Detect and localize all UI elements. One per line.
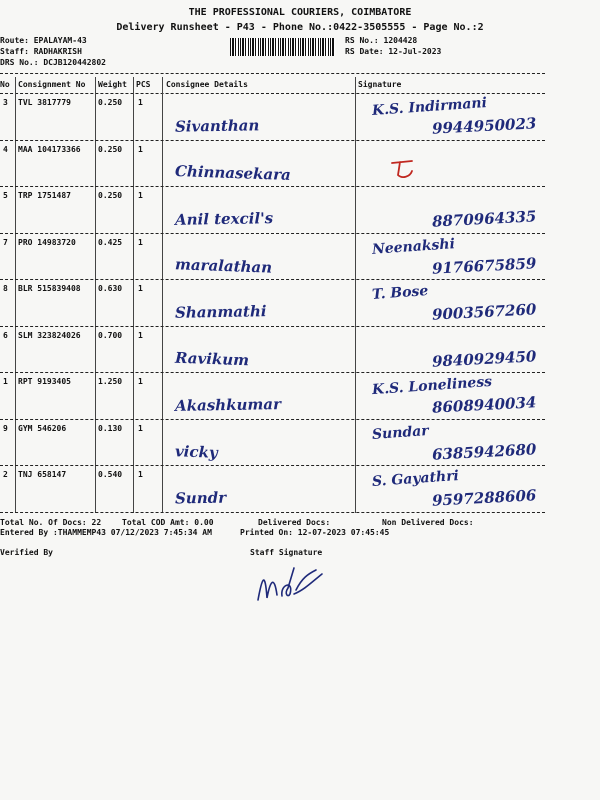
column-divider [355,77,356,513]
row-separator [0,465,545,466]
weight-value: 0.250 [98,144,123,154]
consignee-handwriting: Sundr [174,488,227,508]
verified-by: Verified By [0,548,53,557]
row-separator [0,326,545,327]
consignment-number: TRP 1751487 [18,191,71,200]
weight-value: 0.425 [98,237,123,247]
signature-phone: 6385942680 [431,439,537,464]
signature-handwriting: S. Gayathri [371,467,460,491]
consignee-handwriting: Sivanthan [174,116,260,136]
staff-label: Staff: RADHAKRISH [0,47,82,56]
signature-handwriting: K.S. Indirmani [371,95,488,119]
consignment-number: PRO 14983720 [18,237,76,247]
runsheet-title: Delivery Runsheet - P43 - Phone No.:0422-3505555 - Page No.:2 [116,22,484,33]
total-cod: Total COD Amt: 0.00 [122,518,214,527]
delivered-docs: Delivered Docs: [258,518,331,527]
row-number: 8 [3,284,8,293]
column-header: Consignee Details [166,80,248,89]
row-separator [0,419,545,420]
row-number: 1 [3,377,8,386]
entered-by: Entered By :THAMMEMP43 07/12/2023 7:45:34 AM [0,528,212,537]
row-separator [0,279,545,280]
header-rule-top [0,73,545,74]
weight-value: 1.250 [98,377,123,386]
pcs-value: 1 [138,470,143,479]
pcs-value: 1 [138,377,143,386]
signature-phone: 9944950023 [431,114,537,138]
consignee-handwriting: Anil texcil's [174,209,274,229]
column-divider [133,77,134,513]
column-header: Weight [98,80,127,89]
consignee-handwriting: Chinnasekara [174,161,292,184]
signature-phone: 9597288606 [431,486,537,510]
weight-value: 0.250 [98,98,123,107]
signature-handwriting: Neenakshi [371,235,456,258]
row-number: 9 [3,423,8,433]
row-separator [0,372,545,373]
column-divider [162,77,163,513]
column-header: No [0,80,10,89]
row-separator [0,233,545,234]
row-number: 6 [3,330,8,340]
pcs-value: 1 [138,98,143,107]
pcs-value: 1 [138,144,143,154]
weight-value: 0.700 [98,330,123,340]
weight-value: 0.250 [98,191,123,200]
weight-value: 0.130 [98,423,123,433]
pcs-value: 1 [138,330,143,340]
signature-handwriting: T. Bose [371,283,429,303]
consignee-handwriting: vicky [174,441,218,462]
consignment-number: GYM 546206 [18,423,67,433]
row-number: 2 [3,470,8,479]
column-header: Consignment No [18,80,86,89]
signature-phone: 8870964335 [431,207,537,231]
staff-signature-mark [250,560,330,610]
header-rule-bottom [0,93,545,94]
column-header: PCS [136,80,151,89]
pcs-value: 1 [138,191,143,200]
signature-phone: 8608940034 [431,393,537,417]
consignment-number: MAA 104173366 [18,144,81,154]
consignment-number: BLR 515839408 [18,284,81,293]
column-divider [15,77,16,513]
row-separator [0,140,545,141]
consignee-handwriting: Shanmathi [174,302,267,322]
non-delivered-docs: Non Delivered Docs: [382,518,474,527]
consignee-handwriting: Akashkumar [174,395,282,415]
company-name: THE PROFESSIONAL COURIERS, COIMBATORE [188,7,412,18]
signature-handwriting: K.S. Loneliness [371,373,493,399]
pcs-value: 1 [138,284,143,293]
pcs-value: 1 [138,423,143,433]
route-label: Route: EPALAYAM-43 [0,36,87,45]
signature-phone: 9176675859 [431,253,537,278]
consignment-number: TVL 3817779 [18,98,71,107]
signature-handwriting: Sundar [371,422,430,443]
consignment-number: SLM 323824026 [18,330,81,340]
pcs-value: 1 [138,237,143,247]
weight-value: 0.540 [98,470,123,479]
staff-signature-label: Staff Signature [250,548,323,557]
barcode-image [230,38,335,56]
weight-value: 0.630 [98,284,123,293]
rs-date: RS Date: 12-Jul-2023 [345,47,442,56]
row-number: 3 [3,98,8,107]
consignee-handwriting: Ravikum [174,348,250,369]
column-divider [95,77,96,513]
red-check-mark [388,157,418,181]
total-docs: Total No. Of Docs: 22 [0,518,102,527]
row-number: 7 [3,237,8,247]
row-separator [0,186,545,187]
row-number: 4 [3,144,8,154]
consignment-number: RPT 9193405 [18,377,71,386]
row-number: 5 [3,191,8,200]
signature-phone: 9840929450 [431,346,537,371]
rs-number: RS No.: 1204428 [345,36,418,45]
signature-phone: 9003567260 [431,300,537,324]
printed-on: Printed On: 12-07-2023 07:45:45 [240,528,390,537]
row-separator [0,512,545,513]
consignment-number: TNJ 658147 [18,470,67,479]
consignee-handwriting: maralathan [174,254,273,277]
column-header: Signature [358,80,402,89]
drs-number: DRS No.: DCJB120442802 [0,58,106,67]
